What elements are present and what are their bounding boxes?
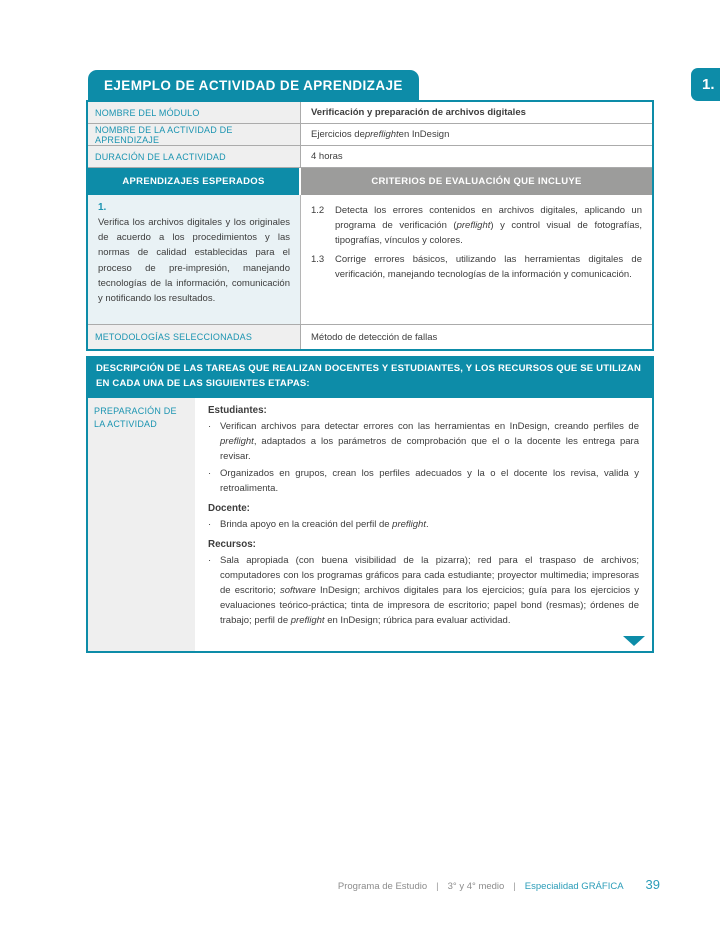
footer-separator: | — [436, 881, 439, 892]
table-row-duration — [88, 146, 652, 168]
footer-separator: | — [513, 881, 516, 892]
bullet-item — [208, 466, 639, 496]
criterion-item — [311, 203, 642, 249]
unit-number: 1. — [702, 76, 715, 93]
expected-learning-number: 1. — [98, 202, 107, 213]
footer-grade: 3° y 4° medio — [447, 881, 505, 892]
column-header-expected-learning: APRENDIZAJES ESPERADOS — [88, 168, 301, 195]
bullet-dot-icon: · — [208, 468, 212, 479]
resources-heading: Recursos: — [208, 539, 256, 550]
criterion-number: 1.3 — [311, 253, 325, 265]
bullet-text: Sala apropiada (con buena visibilidad de la pizarra); red para el traspaso de archivos; computadores con los programas gráficos para cada estudiante; proyector multimedia; impresoras de escritorio; software InDesign; archivos digitales para los ejercicios; guía para los ejercicios y evaluaciones teórico-práctica; tinta de impresora de escritorio; papel bond (resmas); órdenes de trabajo; perfil de preflight en InDesign; rúbrica para evaluar actividad. — [220, 555, 639, 626]
row-label-duration: DURACIÓN DE LA ACTIVIDAD — [88, 146, 301, 167]
row-label-activity-name: NOMBRE DE LA ACTIVIDAD DE APRENDIZAJE — [88, 124, 301, 145]
expected-learning-cell — [88, 195, 301, 324]
students-heading: Estudiantes: — [208, 405, 267, 416]
section-title-tab — [88, 70, 419, 100]
page-footer — [0, 877, 660, 892]
preparation-table — [86, 396, 654, 653]
section-title: EJEMPLO DE ACTIVIDAD DE APRENDIZAJE — [104, 77, 403, 93]
criteria-cell — [301, 195, 652, 324]
bullet-dot-icon: · — [208, 555, 212, 566]
row-label-module: NOMBRE DEL MÓDULO — [88, 102, 301, 123]
bullet-text: Verifican archivos para detectar errores con las herramientas en InDesign, creando perfiles de preflight, adaptados a los parámetros de comprobación que el o la docente les entrega para revisar. — [220, 421, 639, 462]
criterion-text: Detecta los errores contenidos en archivos digitales, aplicando un programa de verificación (preflight) y control visual de fotografías, tipografías, vínculos y colores. — [335, 205, 643, 247]
activity-table — [86, 100, 654, 351]
stage-label: PREPARACIÓN DE LA ACTIVIDAD — [88, 398, 195, 651]
row-value-duration: 4 horas — [311, 151, 343, 162]
bullet-dot-icon: · — [208, 519, 212, 530]
bullet-text: Organizados en grupos, crean los perfiles adecuados y la o el docente los revisa, valida y retroalimenta. — [220, 468, 639, 494]
table-row-methodology — [88, 324, 652, 349]
table-row-activity-name — [88, 124, 652, 146]
column-header-evaluation-criteria: CRITERIOS DE EVALUACIÓN QUE INCLUYE — [301, 168, 652, 195]
table-row-module — [88, 102, 652, 124]
bullet-text: Brinda apoyo en la creación del perfil de preflight. — [220, 519, 429, 530]
row-label-methodology: METODOLOGÍAS SELECCIONADAS — [88, 325, 301, 349]
table-column-header-row — [88, 168, 652, 195]
row-value-activity-name: Ejercicios de preflight en InDesign — [311, 129, 450, 140]
bullet-item — [208, 419, 639, 464]
criterion-text: Corrige errores básicos, utilizando las herramientas digitales de verificación, manejando tecnologías de la información y comunicación. — [335, 253, 642, 280]
criterion-number: 1.2 — [311, 205, 325, 216]
row-value-module: Verificación y preparación de archivos digitales — [311, 107, 526, 118]
row-value-methodology: Método de detección de fallas — [311, 331, 438, 343]
teacher-heading: Docente: — [208, 503, 250, 514]
table-body-row — [88, 195, 652, 324]
unit-number-tab — [691, 68, 720, 101]
footer-program: Programa de Estudio — [337, 881, 428, 892]
bullet-item — [208, 517, 639, 532]
stage-content — [195, 398, 652, 651]
criterion-item — [311, 252, 642, 282]
expected-learning-text: Verifica los archivos digitales y los originales de acuerdo a los procedimientos y las normas de calidad establecidas para el proceso de pre-impresión, manejando tecnologías de la información, comunicación y notificando los resultados. — [98, 217, 290, 304]
bullet-item — [208, 553, 639, 628]
footer-specialty: Especialidad GRÁFICA — [524, 881, 624, 892]
continuation-arrow-icon — [623, 636, 645, 646]
description-banner: DESCRIPCIÓN DE LAS TAREAS QUE REALIZAN DOCENTES Y ESTUDIANTES, Y LOS RECURSOS QUE SE UTILIZAN EN CADA UNA DE LAS SIGUIENTES ETAPAS: — [86, 356, 654, 397]
page-number: 39 — [645, 877, 660, 892]
bullet-dot-icon: · — [208, 421, 212, 432]
